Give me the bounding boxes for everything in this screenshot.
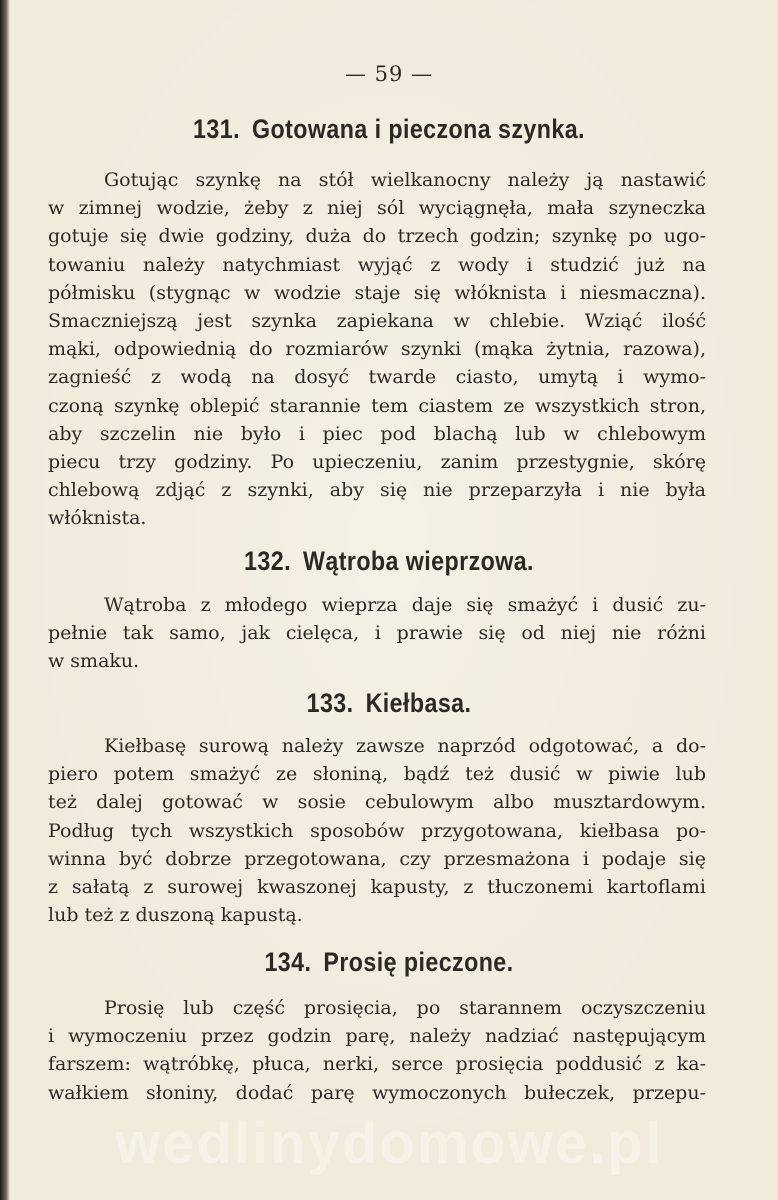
text-line: towaniu należy natychmiast wyjąć z wody i studzić już na	[48, 253, 706, 276]
section-number: 133.	[306, 688, 354, 718]
section-number: 132.	[244, 546, 291, 576]
book-spine-shadow	[0, 0, 10, 1200]
text-line: Smaczniejszą jest szynka zapiekana w chlebie. Wziąć ilość	[48, 309, 706, 332]
text-line: mąki, odpowiednią do rozmiarów szynki (mąka żytnia, razowa),	[48, 338, 706, 361]
text-line: Wątroba z młodego wieprza daje się smażyć i dusić zu-	[104, 594, 706, 616]
text-line: też dalej gotować w sosie cebulowym albo musztardowym.	[48, 791, 706, 814]
text-line: piero potem smażyć ze słoniną, bądź też dusić w piwie lub	[48, 763, 706, 786]
text-line: piecu trzy godziny. Po upieczeniu, zanim przestygnie, skórę	[48, 450, 706, 473]
text-line: Prosię lub część prosięcia, po starannem oczyszczeniu	[104, 997, 706, 1019]
section-title: Kiełbasa.	[365, 688, 472, 718]
section-title: Wątroba wieprzowa.	[303, 546, 534, 576]
page-number: — 59 —	[344, 62, 434, 86]
text-line: pełnie tak samo, jak cielęca, i prawie się od niej nie różni	[48, 622, 706, 645]
section-body-133	[48, 732, 706, 929]
text-line: półmisku (stygnąc w wodzie staje się włóknista i niesmaczna).	[48, 281, 706, 304]
text-line: aby szczelin nie było i piec pod blachą lub w chlebowym	[48, 422, 706, 445]
section-heading-131	[54, 114, 723, 145]
section-number: 131.	[193, 114, 240, 144]
section-heading-132	[54, 546, 723, 577]
section-heading-133	[54, 688, 723, 719]
text-line: czoną szynkę oblepić starannie tem ciastem ze wszystkich stron,	[48, 394, 706, 417]
watermark: wedlinydomowe.pl	[115, 1111, 663, 1176]
section-body-131	[48, 166, 706, 532]
text-line: z sałatą z surowej kwaszonej kapusty, z tłuczonemi kartoflami	[48, 875, 706, 898]
text-line: włóknista.	[48, 507, 147, 530]
text-line: lub też z duszoną kapustą.	[48, 904, 303, 927]
section-body-132	[48, 591, 706, 676]
section-number: 134.	[264, 947, 312, 977]
text-line: chlebową zdjąć z szynki, aby się nie przeparzyła i nie była	[48, 479, 706, 502]
text-line: w zimnej wodzie, żeby z niej sól wyciągnęła, mała szyneczka	[48, 197, 706, 220]
text-line: wałkiem słoniny, dodać parę wymoczonych bułeczek, przepu-	[48, 1081, 706, 1104]
text-line: gotuje się dwie godziny, duża do trzech godzin; szynkę po ugo-	[48, 225, 706, 248]
text-line: i wymoczeniu przez godzin parę, należy nadziać następującym	[48, 1025, 706, 1048]
text-line: Podług tych wszystkich sposobów przygotowana, kiełbasa po-	[48, 819, 706, 842]
text-line: farszem: wątróbkę, płuca, nerki, serce prosięcia poddusić z ka-	[48, 1053, 706, 1076]
text-line: w smaku.	[48, 650, 140, 673]
section-body-134	[48, 994, 706, 1107]
text-line: Gotując szynkę na stół wielkanocny należy ją nastawić	[104, 169, 706, 191]
text-line: Kiełbasę surową należy zawsze naprzód odgotować, a do-	[104, 735, 706, 757]
text-line: zagnieść z wodą na dosyć twarde ciasto, umytą i wymo-	[48, 366, 706, 389]
section-title: Gotowana i pieczona szynka.	[252, 114, 585, 144]
section-title: Prosię pieczone.	[323, 947, 514, 977]
text-line: winna być dobrze przegotowana, czy przesmażona i podaje się	[48, 847, 706, 870]
section-heading-134	[54, 947, 723, 978]
